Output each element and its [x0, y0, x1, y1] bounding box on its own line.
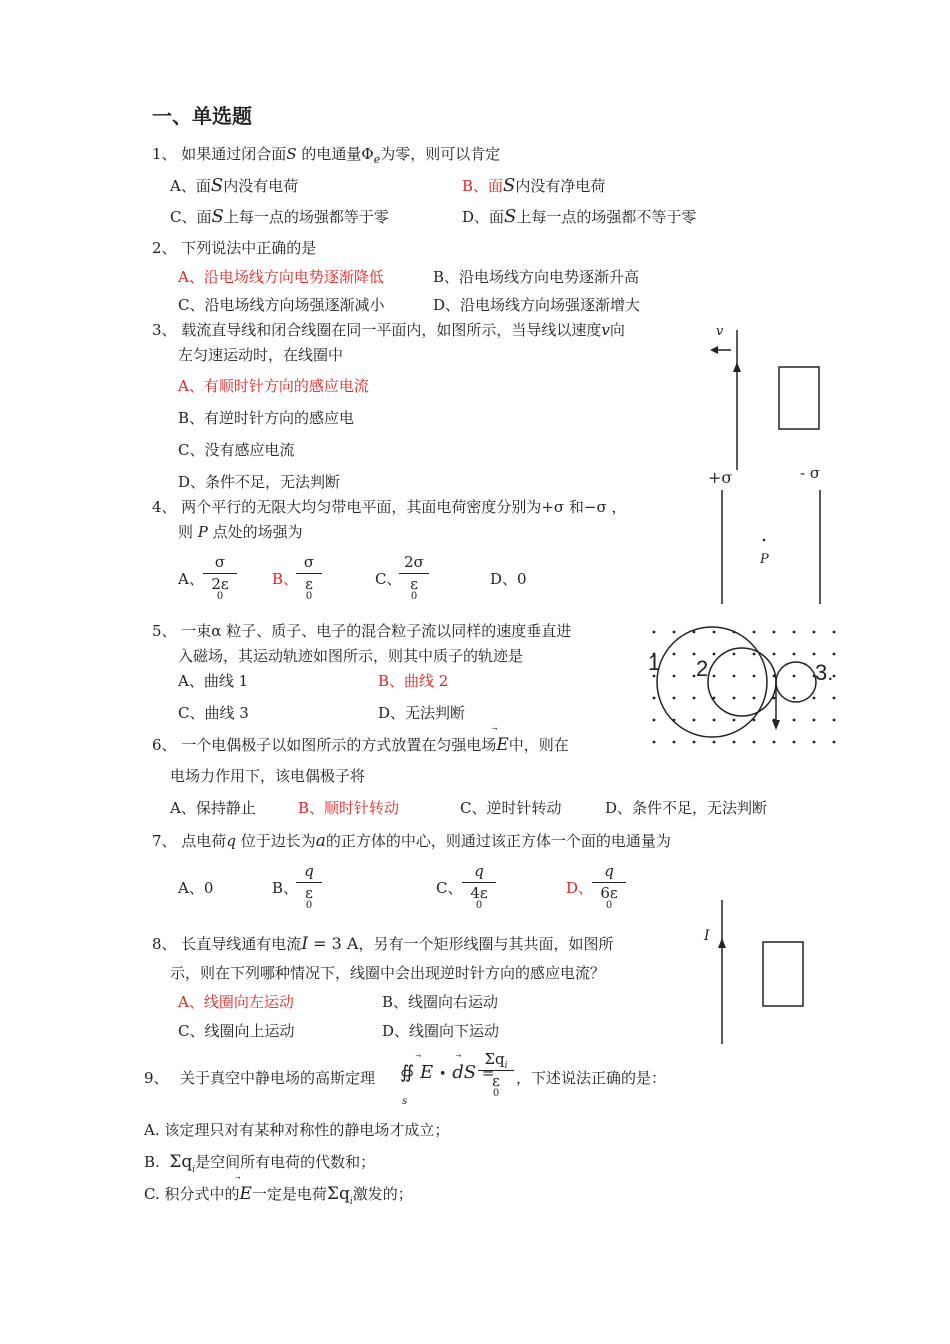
q5-label-1: 1 — [648, 650, 661, 675]
q6-stem-line2: 电场力作用下，该电偶极子将 — [170, 767, 366, 785]
q5-field-dot — [673, 631, 676, 634]
q5-field-dot — [793, 741, 796, 744]
q3-stem-line2: 左匀速运动时，在线圈中 — [178, 346, 344, 364]
q5-field-dot — [813, 719, 816, 722]
q5-field-dot — [813, 741, 816, 744]
q5-field-dot — [793, 631, 796, 634]
q5-field-dot — [733, 675, 736, 678]
q7-option-b-fraction: q ε 0 — [296, 862, 322, 911]
q6-vector-e: E — [496, 735, 509, 755]
q7-option-d[interactable]: D、 — [566, 879, 594, 897]
q1-stem: 1、 如果通过闭合面S 的电通量$\Phi_e$为零，则可以肯定 — [152, 145, 501, 166]
q5-field-dot — [653, 697, 656, 700]
q5-field-dot — [713, 631, 716, 634]
q5-field-dot — [813, 631, 816, 634]
q7-option-c-fraction: q 4ε 0 — [462, 862, 496, 911]
q9-stem-a: 关于真空中静电场的高斯定理 — [180, 1069, 376, 1087]
q5-field-dot — [773, 631, 776, 634]
q4-fig-plus-sigma: +σ — [708, 468, 733, 487]
q4-figure — [700, 488, 840, 608]
q5-option-b[interactable]: B、曲线 2 — [378, 672, 449, 690]
q5-field-dot — [733, 653, 736, 656]
q3-option-a[interactable]: A、有顺时针方向的感应电流 — [178, 377, 369, 395]
q5-field-dot — [833, 719, 836, 722]
q5-field-dot — [693, 675, 696, 678]
q4-option-a[interactable]: A、 — [178, 570, 204, 588]
q8-option-a[interactable]: A、线圈向左运动 — [178, 993, 294, 1011]
q5-field-dot — [753, 631, 756, 634]
q8-coil — [763, 942, 803, 1006]
q9-fraction: $\Sigma q_i$ ε 0 — [478, 1050, 514, 1099]
q5-option-d[interactable]: D、无法判断 — [378, 704, 466, 722]
q5-label-2: 2 — [696, 656, 709, 681]
q5-field-dot — [813, 697, 816, 700]
q5-field-dot — [713, 675, 716, 678]
q5-field-dot — [653, 741, 656, 744]
q3-option-d[interactable]: D、条件不足，无法判断 — [178, 473, 341, 491]
q3-option-c[interactable]: C、没有感应电流 — [178, 441, 295, 459]
q6-stem-line1: 6、 一个电偶极子以如图所示的方式放置在匀强电场 E中，则在 — [152, 735, 569, 755]
q4-option-c-fraction: 2σ ε 0 — [399, 553, 429, 602]
q5-field-dot — [753, 653, 756, 656]
q1-option-a[interactable]: A、面S内没有电荷 — [170, 175, 299, 196]
q7-stem: 7、 点电荷q 位于边长为a的正方体的中心，则通过该正方体一个面的电通量为 — [152, 831, 671, 851]
q3-coil — [779, 367, 819, 429]
q5-field-dot — [693, 697, 696, 700]
q5-field-dot — [773, 741, 776, 744]
q5-field-dot — [713, 741, 716, 744]
q8-option-d[interactable]: D、线圈向下运动 — [382, 1022, 500, 1040]
q5-field-dot — [833, 631, 836, 634]
q5-field-dot — [653, 631, 656, 634]
q5-curve-3 — [776, 662, 816, 702]
q9-option-a[interactable]: A. 该定理只对有某种对称性的静电场才成立； — [144, 1121, 450, 1139]
q5-field-dot — [733, 741, 736, 744]
q8-fig-i-label: I — [704, 928, 710, 944]
q3-option-b[interactable]: B、有逆时针方向的感应电 — [178, 409, 355, 427]
q5-field-dot — [813, 653, 816, 656]
q5-field-dot — [733, 719, 736, 722]
q4-fig-minus-sigma: - σ — [800, 464, 821, 482]
q7-option-d-fraction: q 6ε 0 — [592, 862, 626, 911]
q9-surface-sub: s — [402, 1096, 408, 1107]
q5-field-dot — [673, 653, 676, 656]
section-title: 一、单选题 — [152, 104, 252, 128]
q8-stem-line2: 示，则在下列哪种情况下，线圈中会出现逆时针方向的感应电流？ — [170, 964, 606, 982]
q5-stem-line2: 入磁场，其运动轨迹如图所示，则其中质子的轨迹是 — [178, 647, 524, 665]
q9-option-b[interactable]: B. $\Sigma q_i$是空间所有电荷的代数和； — [144, 1152, 376, 1175]
q4-fig-p-label: P — [760, 552, 769, 567]
q5-field-dot — [753, 741, 756, 744]
q5-field-dot — [773, 653, 776, 656]
q3-fig-v-label: v — [716, 324, 724, 339]
q4-option-d[interactable]: D、0 — [490, 570, 527, 588]
q5-field-dot — [693, 741, 696, 744]
q5-field-dot — [673, 697, 676, 700]
q6-option-c[interactable]: C、逆时针转动 — [460, 799, 562, 817]
q9-option-c[interactable]: C. 积分式中的 E一定是电荷$\Sigma q_i$激发的； — [144, 1184, 413, 1207]
q5-option-c[interactable]: C、曲线 3 — [178, 704, 249, 722]
q5-field-dot — [713, 719, 716, 722]
q8-current-arrow-icon — [718, 938, 726, 948]
q6-option-a[interactable]: A、保持静止 — [170, 799, 256, 817]
q3-velocity-arrow-icon — [710, 346, 718, 354]
q9-formula: ∯ E • dS = — [400, 1062, 495, 1083]
q2-stem: 2、 下列说法中正确的是 — [152, 239, 317, 257]
q5-field-dot — [753, 697, 756, 700]
q9-integral-icon: ∯ — [400, 1062, 415, 1083]
q3-stem-line1: 3、 载流直导线和闭合线圈在同一平面内，如图所示，当导线以速度v向 — [152, 321, 625, 339]
q2-option-b[interactable]: B、沿电场线方向电势逐渐升高 — [433, 268, 640, 286]
q5-curve-2 — [708, 648, 776, 716]
q5-field-dot — [753, 675, 756, 678]
q4-option-a-fraction: σ 2ε 0 — [203, 553, 237, 602]
q5-field-dot — [693, 719, 696, 722]
q8-option-c[interactable]: C、线圈向上运动 — [178, 1022, 295, 1040]
q5-field-dot — [793, 653, 796, 656]
q5-field-dot — [793, 697, 796, 700]
q9-number: 9、 — [144, 1069, 169, 1087]
q3-current-arrow-icon — [733, 362, 741, 372]
q4-stem-line2: 则 P 点处的场强为 — [178, 523, 303, 541]
q1-option-c[interactable]: C、面S上每一点的场强都等于零 — [170, 206, 389, 227]
q1-option-b[interactable]: B、面S内没有净电荷 — [462, 175, 606, 196]
q5-field-dot — [713, 653, 716, 656]
q4-stem-line1: 4、 两个平行的无限大均匀带电平面，其面电荷密度分别为+σ 和−σ ， — [152, 498, 627, 516]
q4-option-b-fraction: σ ε 0 — [296, 553, 322, 602]
q4-option-c[interactable]: C、 — [375, 570, 402, 588]
q5-label-3: 3. — [815, 660, 834, 685]
q5-field-dot — [833, 697, 836, 700]
q2-option-d[interactable]: D、沿电场线方向场强逐渐增大 — [433, 296, 641, 314]
q7-option-b[interactable]: B、 — [272, 879, 299, 897]
q5-field-dot — [833, 741, 836, 744]
q5-stem-line1: 5、 一束α 粒子、质子、电子的混合粒子流以同样的速度垂直进 — [152, 622, 572, 640]
q4-option-b[interactable]: B、 — [272, 570, 299, 588]
q5-field-dot — [693, 653, 696, 656]
q5-option-a[interactable]: A、曲线 1 — [178, 672, 249, 690]
q2-option-a[interactable]: A、沿电场线方向电势逐渐降低 — [178, 268, 384, 286]
q4-point-p — [763, 539, 766, 542]
q5-curve-1 — [657, 627, 767, 737]
q5-field-dot — [673, 741, 676, 744]
q5-field-dot — [653, 719, 656, 722]
q5-field-dot — [833, 653, 836, 656]
q9-stem-b: ，下述说法正确的是： — [516, 1069, 667, 1087]
q1-option-d[interactable]: D、面S上每一点的场强都不等于零 — [462, 206, 697, 227]
q6-option-b[interactable]: B、顺时针转动 — [298, 799, 400, 817]
q8-option-b[interactable]: B、线圈向右运动 — [382, 993, 499, 1011]
q5-field-dot — [793, 719, 796, 722]
q7-option-c[interactable]: C、 — [436, 879, 463, 897]
q5-field-dot — [733, 697, 736, 700]
q5-field-dot — [673, 675, 676, 678]
q8-figure — [700, 898, 820, 1048]
q5-entry-arrow-icon — [772, 720, 780, 730]
q6-option-d[interactable]: D、条件不足，无法判断 — [605, 799, 768, 817]
q3-figure — [700, 320, 840, 470]
q8-stem-line1: 8、 长直导线通有电流I = 3 A，另有一个矩形线圈与其共面，如图所 — [152, 934, 614, 954]
q2-option-c[interactable]: C、沿电场线方向场强逐渐减小 — [178, 296, 385, 314]
q7-option-a[interactable]: A、0 — [178, 879, 214, 897]
q5-field-dot — [793, 675, 796, 678]
